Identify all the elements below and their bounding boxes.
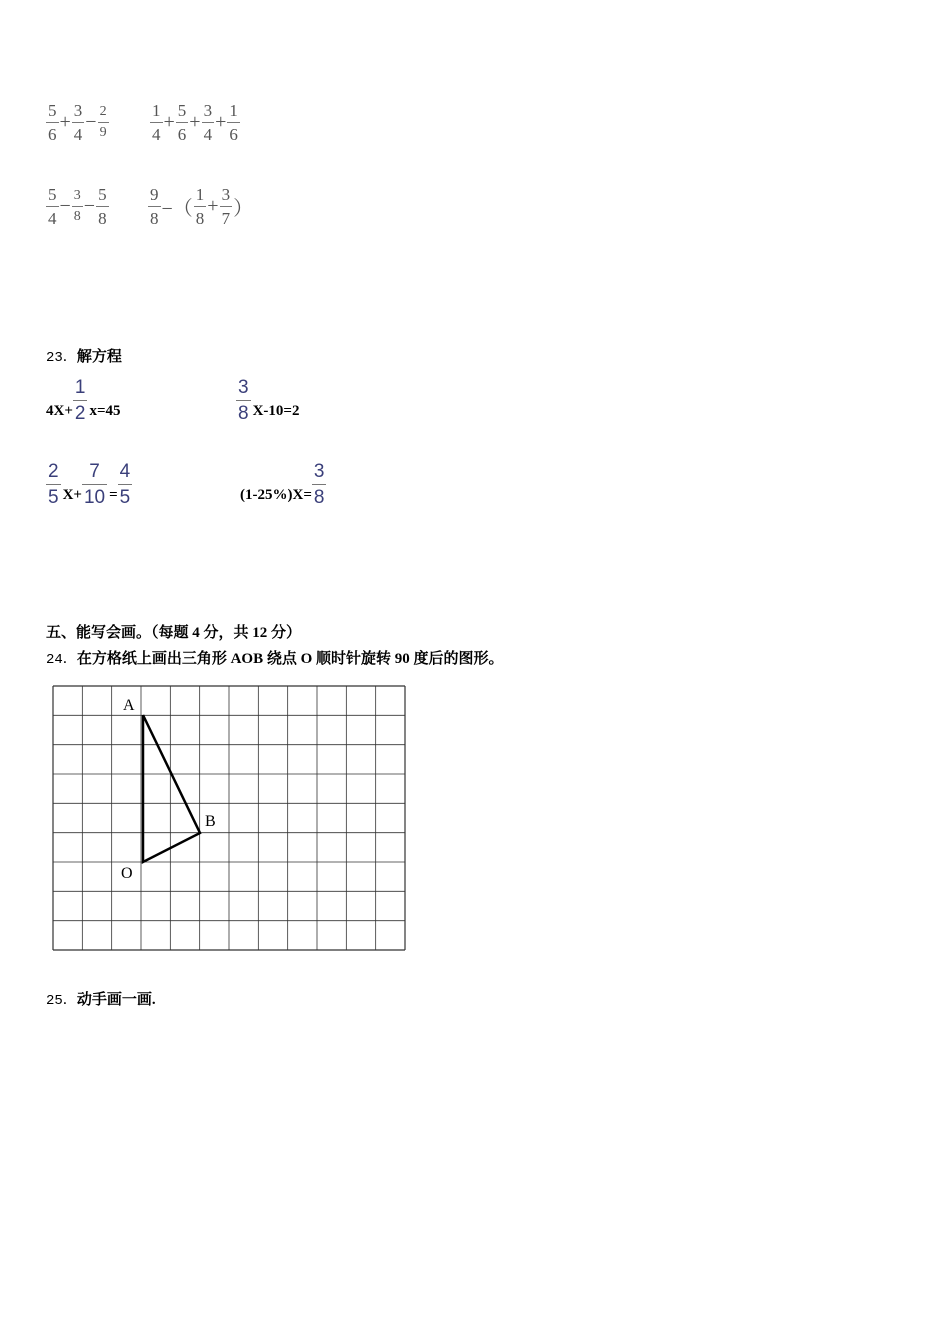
- numerator: 9: [150, 185, 159, 204]
- equation-text: =: [109, 487, 118, 503]
- operator: −（: [161, 198, 193, 220]
- triangle-aob: [143, 715, 200, 862]
- numerator: 3: [221, 185, 231, 204]
- numerator: 3: [238, 377, 249, 398]
- numerator: 5: [48, 185, 57, 204]
- grid-paper-figure: [50, 684, 410, 954]
- denominator: 8: [313, 487, 325, 508]
- operator: −: [59, 195, 71, 217]
- equation-text: (1-25%)X=: [240, 487, 312, 503]
- question-title: 解方程: [76, 349, 122, 365]
- operator: +: [163, 111, 175, 133]
- denominator: 6: [229, 125, 238, 144]
- denominator: 4: [48, 209, 57, 228]
- denominator: 4: [152, 125, 161, 144]
- numerator: 5: [177, 101, 187, 120]
- question-number: 25．: [46, 993, 77, 1009]
- denominator: 6: [48, 125, 57, 144]
- denominator: 4: [203, 125, 213, 144]
- denominator: 8: [98, 209, 107, 228]
- equation-text: 4X+: [46, 403, 73, 419]
- numerator: 2: [48, 461, 59, 482]
- question-number: 23．: [46, 350, 77, 366]
- operator: +: [59, 111, 71, 133]
- denominator: 9: [99, 125, 107, 140]
- point-o-label: O: [121, 865, 133, 882]
- point-b-label: B: [205, 813, 216, 830]
- denominator: 5: [119, 487, 131, 508]
- equation-text: x=45: [89, 403, 121, 419]
- denominator: 8: [73, 209, 81, 224]
- question-24-heading: [46, 647, 504, 668]
- equation-4: [240, 462, 328, 507]
- question-25-heading: [46, 988, 156, 1009]
- operator: +: [215, 111, 227, 133]
- denominator: 5: [48, 487, 59, 508]
- denominator: 2: [74, 403, 86, 424]
- numerator: 1: [152, 101, 161, 120]
- numerator: 1: [195, 185, 205, 204]
- question-number: 24．: [46, 652, 77, 668]
- denominator: 4: [73, 125, 83, 144]
- question-title: 在方格纸上画出三角形 AOB 绕点 O 顺时针旋转 90 度后的图形。: [76, 651, 504, 667]
- denominator: 10: [83, 487, 106, 508]
- numerator: 2: [99, 104, 107, 119]
- numerator: 3: [203, 101, 213, 120]
- equation-2: [236, 378, 299, 423]
- operator: +: [207, 195, 219, 217]
- equation-3: [46, 462, 134, 507]
- calc-expression-2: [150, 102, 240, 143]
- numerator: 1: [229, 101, 238, 120]
- equation-text: X-10=2: [252, 403, 300, 419]
- operator: ）: [233, 198, 254, 220]
- calc-expression-4: [148, 186, 254, 227]
- denominator: 8: [150, 209, 159, 228]
- calc-expression-3: [46, 186, 109, 227]
- denominator: 6: [177, 125, 187, 144]
- numerator: 3: [73, 188, 81, 203]
- numerator: 7: [89, 461, 100, 482]
- section-five-heading: 五、能写会画。（每题 4 分，共 12 分）: [46, 625, 302, 641]
- calc-expression-1: [46, 102, 109, 143]
- operator: −: [85, 111, 97, 133]
- numerator: 1: [74, 377, 86, 398]
- grid-lines: [53, 686, 405, 950]
- equation-1: [46, 378, 121, 423]
- equation-text: X+: [62, 487, 82, 503]
- question-title: 动手画一画.: [76, 992, 156, 1008]
- operator: −: [83, 195, 96, 217]
- denominator: 8: [238, 403, 249, 424]
- numerator: 5: [48, 101, 57, 120]
- operator: +: [189, 111, 201, 133]
- numerator: 3: [73, 101, 83, 120]
- denominator: 8: [195, 209, 205, 228]
- numerator: 3: [313, 461, 325, 482]
- question-23-heading: [46, 345, 122, 366]
- denominator: 7: [221, 209, 231, 228]
- numerator: 4: [119, 461, 131, 482]
- numerator: 5: [98, 185, 107, 204]
- point-a-label: A: [123, 697, 135, 714]
